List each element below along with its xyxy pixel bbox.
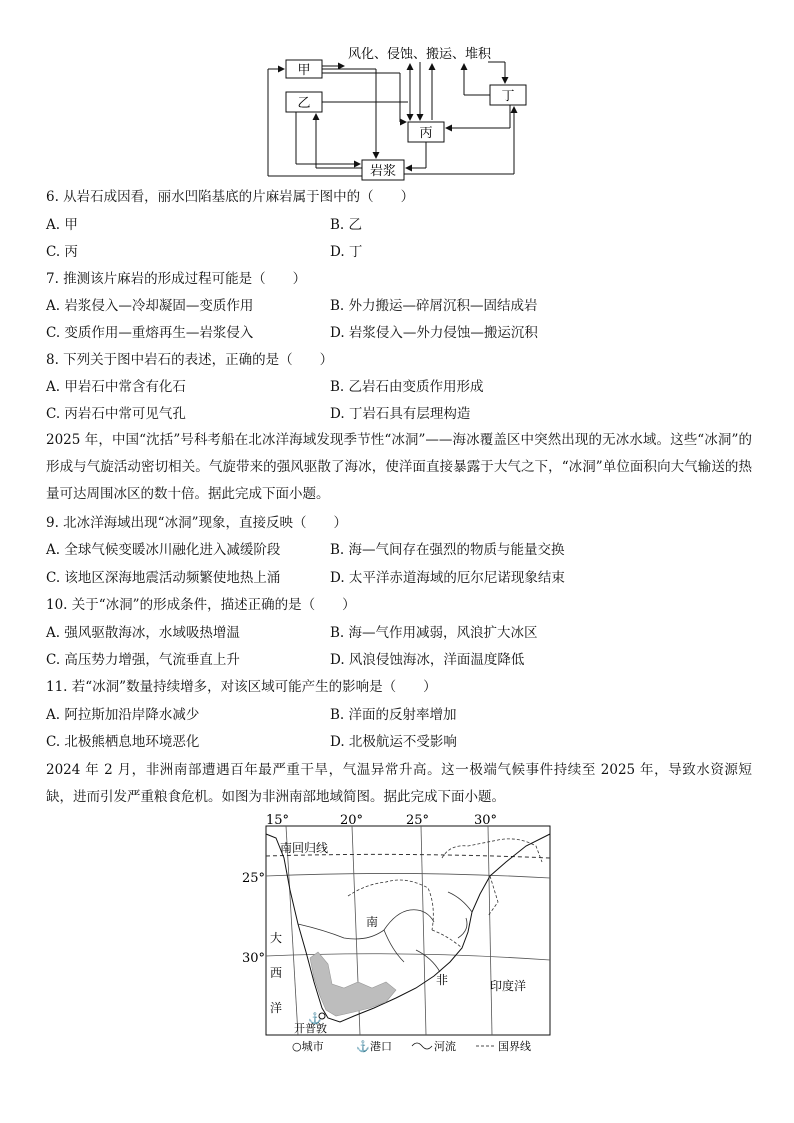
q6-option-c[interactable]: C. 丙 [46,244,78,260]
q9-option-a[interactable]: A. 全球气候变暖冰川融化进入减缓阶段 [46,542,281,558]
q6-option-d[interactable]: D. 丁 [330,244,363,260]
map-frame [266,826,550,1035]
box-ding-label: 丁 [501,89,515,104]
q6-option-b[interactable]: B. 乙 [330,217,363,233]
lat-label-25: 25° [242,871,266,886]
question-10-stem: 10. 关于“冰洞”的形成条件，描述正确的是（ ） [46,597,356,613]
process-label: 风化、侵蚀、搬运、堆积 [348,47,492,62]
capetown-label: 开普敦 [294,1022,327,1035]
rock-cycle-diagram [260,40,550,185]
q7-option-a[interactable]: A. 岩浆侵入—冷却凝固—变质作用 [46,298,254,314]
lon-label-30: 30° [474,813,498,828]
question-11-stem: 11. 若“冰洞”数量持续增多，对该区域可能产生的影响是（ ） [46,679,437,695]
q9-option-c[interactable]: C. 该地区深海地震活动频繁使地热上涌 [46,570,281,586]
lon-label-25: 25° [406,813,430,828]
q7-option-d[interactable]: D. 岩浆侵入—外力侵蚀—搬运沉积 [330,325,538,341]
passage-southern-africa: 2024 年 2 月，非洲南部遭遇百年最严重干旱，气温异常升高。这一极端气候事件持续至 2025 年，导致水资源短缺，进而引发严重粮食危机。如图为非洲南部地域简图。据此完成下面小题。 [46,762,752,805]
lon-label-15: 15° [266,813,290,828]
south-label: 南 [366,915,379,929]
legend-city: ○城市 [292,1040,324,1053]
passage-ice-hole: 2025 年，中国“沈括”号科考船在北冰洋海域发现季节性“冰洞”——海冰覆盖区中突然出现的无冰水域。这些“冰洞”的形成与气旋活动密切相关。气旋带来的强风驱散了海冰，使洋面直接暴露于大气之下，“冰洞”单位面积向大气输送的热量可达周围冰区的数十倍。据此完成下面小题。 [46,432,752,502]
box-jia-label: 甲 [297,63,311,78]
question-6-stem: 6. 从岩石成因看，丽水凹陷基底的片麻岩属于图中的（ ） [46,189,415,205]
atlantic-char-3: 洋 [270,1001,283,1015]
africa-label: 非 [436,973,449,987]
question-9-stem: 9. 北冰洋海域出现“冰洞”现象，直接反映（ ） [46,515,347,531]
box-yi-label: 乙 [297,96,311,111]
question-7-stem: 7. 推测该片麻岩的形成过程可能是（ ） [46,271,307,287]
q8-option-c[interactable]: C. 丙岩石中常可见气孔 [46,406,186,422]
legend-river-icon [412,1043,432,1049]
q7-option-b[interactable]: B. 外力搬运—碎屑沉积—固结成岩 [330,298,538,314]
box-magma-label: 岩浆 [369,164,397,179]
q9-option-b[interactable]: B. 海—气间存在强烈的物质与能量交换 [330,542,565,558]
atlantic-char-1: 大 [270,931,283,945]
q10-option-a[interactable]: A. 强风驱散海冰，水域吸热增温 [46,625,240,641]
southern-africa-map [236,812,556,1057]
q8-option-a[interactable]: A. 甲岩石中常含有化石 [46,379,186,395]
atlantic-char-2: 西 [270,966,283,980]
legend-border: 国界线 [498,1040,531,1053]
port-icon: ⚓ [308,1012,322,1025]
q10-option-c[interactable]: C. 高压势力增强，气流垂直上升 [46,652,240,668]
indian-ocean-label: 印度洋 [490,979,527,993]
legend-port-icon: ⚓ [356,1040,370,1053]
legend-port: 港口 [370,1040,392,1053]
tropic-label: 南回归线 [280,841,329,855]
q10-option-b[interactable]: B. 海—气作用减弱，风浪扩大冰区 [330,625,538,641]
q7-option-c[interactable]: C. 变质作用—重熔再生—岩浆侵入 [46,325,254,341]
q8-option-d[interactable]: D. 丁岩石具有层理构造 [330,406,471,422]
q11-option-d[interactable]: D. 北极航运不受影响 [330,734,457,750]
legend-river: 河流 [434,1040,456,1053]
box-bing-label: 丙 [419,126,433,141]
q6-option-a[interactable]: A. 甲 [46,217,78,233]
lat-label-30: 30° [242,951,266,966]
q9-option-d[interactable]: D. 太平洋赤道海域的厄尔尼诺现象结束 [330,570,565,586]
q8-option-b[interactable]: B. 乙岩石由变质作用形成 [330,379,484,395]
lon-label-20: 20° [340,813,364,828]
q11-option-a[interactable]: A. 阿拉斯加沿岸降水减少 [46,707,200,723]
q11-option-c[interactable]: C. 北极熊栖息地环境恶化 [46,734,200,750]
question-8-stem: 8. 下列关于图中岩石的表述，正确的是（ ） [46,352,334,368]
q10-option-d[interactable]: D. 风浪侵蚀海冰，洋面温度降低 [330,652,525,668]
q11-option-b[interactable]: B. 洋面的反射率增加 [330,707,457,723]
